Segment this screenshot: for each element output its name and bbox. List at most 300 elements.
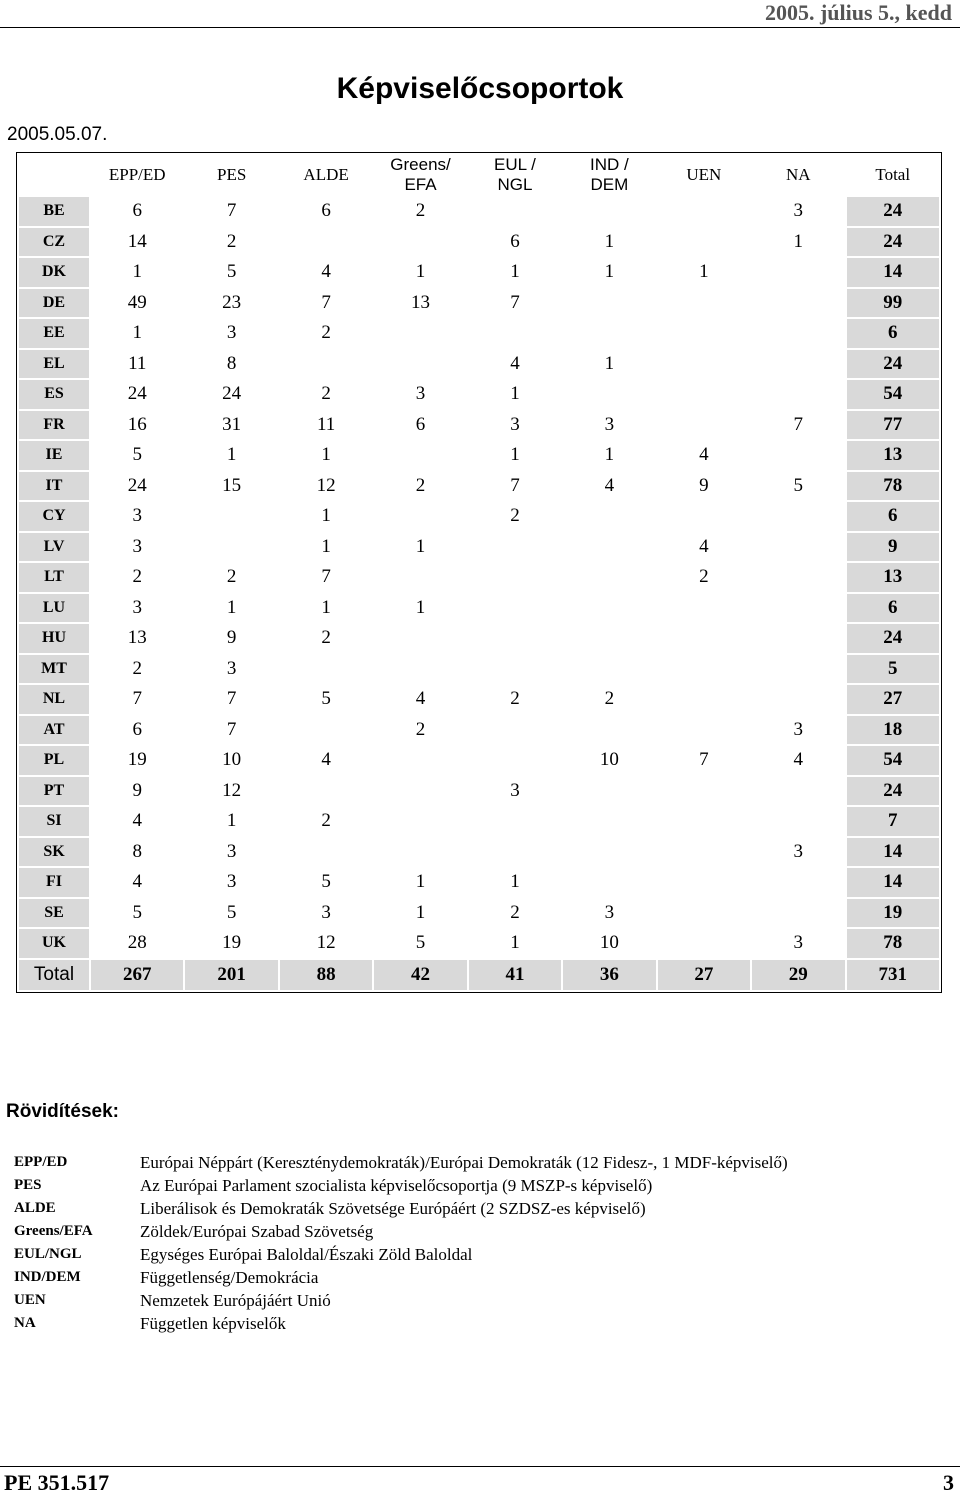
seat-cell xyxy=(280,350,372,379)
seat-cell xyxy=(469,533,561,562)
seat-cell xyxy=(280,655,372,684)
abbreviation-item xyxy=(14,1174,788,1197)
column-header: NA xyxy=(752,155,844,195)
column-header: UEN xyxy=(658,155,750,195)
abbreviation-code: EUL/NGL xyxy=(14,1246,82,1262)
seat-cell: 1 xyxy=(658,258,750,287)
row-total-cell: 18 xyxy=(847,716,940,745)
column-total-cell: 29 xyxy=(752,960,844,990)
country-code: IE xyxy=(19,441,89,470)
seat-cell: 13 xyxy=(374,289,466,318)
seat-cell xyxy=(658,777,750,806)
abbreviation-item xyxy=(14,1243,788,1266)
country-code: IT xyxy=(19,472,89,501)
column-header: ALDE xyxy=(280,155,372,195)
seat-cell xyxy=(469,624,561,653)
seat-cell: 9 xyxy=(658,472,750,501)
country-code: FR xyxy=(19,411,89,440)
seat-cell: 1 xyxy=(280,441,372,470)
seat-cell xyxy=(752,594,844,623)
seat-cell xyxy=(752,258,844,287)
seat-cell: 10 xyxy=(563,929,655,958)
country-code: BE xyxy=(19,197,89,226)
seat-cell: 3 xyxy=(469,777,561,806)
table-row xyxy=(19,899,939,928)
seat-cell xyxy=(563,838,655,867)
table-corner xyxy=(19,155,89,195)
row-total-cell: 77 xyxy=(847,411,940,440)
abbreviation-description: Az Európai Parlament szocialista képviselőcsoportja (9 MSZP-s képviselő) xyxy=(140,1176,653,1195)
seat-cell xyxy=(280,777,372,806)
seat-cell: 2 xyxy=(280,380,372,409)
seat-cell xyxy=(658,929,750,958)
table-row xyxy=(19,746,939,775)
seat-cell xyxy=(185,533,277,562)
seat-cell xyxy=(658,807,750,836)
seat-cell xyxy=(469,746,561,775)
seat-cell xyxy=(469,319,561,348)
seat-cell xyxy=(658,228,750,257)
abbreviation-item xyxy=(14,1266,788,1289)
seat-cell xyxy=(658,502,750,531)
seat-cell xyxy=(658,380,750,409)
seat-cell: 3 xyxy=(563,411,655,440)
seat-cell: 24 xyxy=(91,380,183,409)
seat-cell: 2 xyxy=(91,563,183,592)
seat-cell: 9 xyxy=(91,777,183,806)
seat-cell xyxy=(658,350,750,379)
seat-cell: 6 xyxy=(280,197,372,226)
seat-cell: 3 xyxy=(469,411,561,440)
seat-cell: 11 xyxy=(91,350,183,379)
table-row xyxy=(19,868,939,897)
country-code: FI xyxy=(19,868,89,897)
document-reference: PE 351.517 xyxy=(4,1470,110,1495)
abbreviation-code: PES xyxy=(14,1177,42,1193)
seat-cell: 4 xyxy=(658,441,750,470)
abbreviation-description: Függetlenség/Demokrácia xyxy=(140,1268,319,1287)
seat-cell: 24 xyxy=(91,472,183,501)
column-total-cell: 42 xyxy=(374,960,466,990)
seat-cell: 10 xyxy=(563,746,655,775)
page-number: 3 xyxy=(943,1470,954,1495)
seat-cell: 3 xyxy=(752,929,844,958)
seat-cell: 5 xyxy=(280,868,372,897)
abbreviation-code: NA xyxy=(14,1315,36,1331)
seat-cell: 5 xyxy=(185,258,277,287)
abbreviation-item xyxy=(14,1289,788,1312)
seat-cell: 2 xyxy=(280,807,372,836)
column-total-cell: 267 xyxy=(91,960,183,990)
country-code: LV xyxy=(19,533,89,562)
seat-cell xyxy=(563,624,655,653)
seat-cell xyxy=(374,838,466,867)
seat-cell xyxy=(563,502,655,531)
seat-cell xyxy=(374,319,466,348)
seat-cell: 1 xyxy=(280,533,372,562)
seat-cell: 5 xyxy=(280,685,372,714)
seat-cell: 24 xyxy=(185,380,277,409)
table-row xyxy=(19,441,939,470)
column-header: PES xyxy=(185,155,277,195)
seat-cell: 13 xyxy=(91,624,183,653)
table-row xyxy=(19,197,939,226)
row-total-cell: 14 xyxy=(847,868,940,897)
seat-cell xyxy=(563,716,655,745)
seat-cell: 1 xyxy=(752,228,844,257)
abbreviation-item xyxy=(14,1197,788,1220)
country-code: AT xyxy=(19,716,89,745)
column-header-line: EFA xyxy=(404,175,437,194)
seat-cell xyxy=(469,655,561,684)
seat-cell: 49 xyxy=(91,289,183,318)
abbreviation-description: Független képviselők xyxy=(140,1314,286,1333)
seat-cell: 6 xyxy=(91,197,183,226)
abbreviation-code: IND/DEM xyxy=(14,1269,81,1285)
table-row xyxy=(19,289,939,318)
seat-cell: 12 xyxy=(280,929,372,958)
seat-cell: 3 xyxy=(185,868,277,897)
column-header-line: IND / xyxy=(590,155,629,174)
seat-cell: 7 xyxy=(91,685,183,714)
seat-cell xyxy=(374,624,466,653)
column-total-cell: 36 xyxy=(563,960,655,990)
seat-cell: 2 xyxy=(469,899,561,928)
seat-cell xyxy=(563,807,655,836)
country-code: SE xyxy=(19,899,89,928)
seat-cell xyxy=(752,685,844,714)
seat-cell xyxy=(563,380,655,409)
seat-cell xyxy=(374,807,466,836)
seat-cell xyxy=(280,716,372,745)
seat-cell: 4 xyxy=(658,533,750,562)
seat-cell: 1 xyxy=(185,807,277,836)
seat-cell: 1 xyxy=(563,258,655,287)
seat-cell xyxy=(374,777,466,806)
seat-cell xyxy=(658,899,750,928)
seat-cell: 8 xyxy=(91,838,183,867)
seat-cell: 4 xyxy=(752,746,844,775)
seat-cell xyxy=(563,319,655,348)
seat-cell: 2 xyxy=(563,685,655,714)
table-header-row xyxy=(19,155,939,195)
country-code: CZ xyxy=(19,228,89,257)
seat-cell: 3 xyxy=(91,533,183,562)
table-row xyxy=(19,411,939,440)
seat-cell: 7 xyxy=(280,289,372,318)
seat-cell: 1 xyxy=(563,350,655,379)
row-total-cell: 27 xyxy=(847,685,940,714)
seat-cell: 31 xyxy=(185,411,277,440)
country-code: UK xyxy=(19,929,89,958)
seat-cell: 1 xyxy=(563,228,655,257)
seat-cell xyxy=(752,533,844,562)
seat-cell xyxy=(469,563,561,592)
seat-cell xyxy=(658,685,750,714)
seat-cell xyxy=(374,228,466,257)
total-row xyxy=(19,960,939,990)
seat-cell: 1 xyxy=(280,502,372,531)
row-total-cell: 24 xyxy=(847,777,940,806)
column-total-cell: 41 xyxy=(469,960,561,990)
seat-cell: 7 xyxy=(469,472,561,501)
page-title xyxy=(0,72,960,106)
seat-cell: 1 xyxy=(469,929,561,958)
column-header-line: EUL / xyxy=(494,155,536,174)
seat-cell xyxy=(752,289,844,318)
seat-cell: 4 xyxy=(91,807,183,836)
seat-cell xyxy=(563,777,655,806)
seat-cell xyxy=(752,777,844,806)
seat-cell: 1 xyxy=(563,441,655,470)
seat-cell xyxy=(752,868,844,897)
seat-cell xyxy=(563,594,655,623)
country-code: CY xyxy=(19,502,89,531)
abbreviation-code: UEN xyxy=(14,1292,46,1308)
abbreviation-item xyxy=(14,1151,788,1174)
abbreviation-description: Európai Néppárt (Kereszténydemokraták)/Európai Demokraták (12 Fidesz-, 1 MDF-képviselő) xyxy=(140,1153,788,1172)
seat-cell: 5 xyxy=(752,472,844,501)
seat-cell: 1 xyxy=(469,868,561,897)
seat-cell: 2 xyxy=(185,228,277,257)
seat-cell xyxy=(185,502,277,531)
abbreviation-description: Liberálisok és Demokraták Szövetsége Európáért (2 SZDSZ-es képviselő) xyxy=(140,1199,646,1218)
header-divider xyxy=(0,27,960,28)
row-total-cell: 99 xyxy=(847,289,940,318)
seat-cell xyxy=(658,289,750,318)
seat-cell xyxy=(658,716,750,745)
seat-cell: 3 xyxy=(563,899,655,928)
abbreviation-description: Nemzetek Európájáért Unió xyxy=(140,1291,331,1310)
row-total-cell: 54 xyxy=(847,746,940,775)
seat-cell xyxy=(658,838,750,867)
seat-cell xyxy=(658,624,750,653)
seat-cell: 6 xyxy=(469,228,561,257)
seat-cell xyxy=(563,289,655,318)
column-total-cell: 201 xyxy=(185,960,277,990)
seat-cell: 4 xyxy=(563,472,655,501)
row-total-cell: 13 xyxy=(847,563,940,592)
seat-cell xyxy=(658,411,750,440)
row-total-cell: 5 xyxy=(847,655,940,684)
row-total-cell: 54 xyxy=(847,380,940,409)
seat-cell: 1 xyxy=(469,380,561,409)
table-row xyxy=(19,563,939,592)
row-total-cell: 24 xyxy=(847,624,940,653)
seat-cell: 1 xyxy=(374,533,466,562)
country-code: LT xyxy=(19,563,89,592)
seat-cell: 1 xyxy=(374,258,466,287)
row-total-cell: 6 xyxy=(847,502,940,531)
country-code: NL xyxy=(19,685,89,714)
seat-cell: 3 xyxy=(185,838,277,867)
seat-cell: 5 xyxy=(91,899,183,928)
seat-cell: 3 xyxy=(185,655,277,684)
seat-cell xyxy=(374,441,466,470)
seat-cell xyxy=(752,899,844,928)
seat-cell: 2 xyxy=(374,197,466,226)
seat-cell: 5 xyxy=(374,929,466,958)
seat-cell: 2 xyxy=(374,472,466,501)
seat-cell: 1 xyxy=(185,441,277,470)
abbreviation-description: Zöldek/Európai Szabad Szövetség xyxy=(140,1222,374,1241)
seat-cell: 1 xyxy=(91,258,183,287)
seat-cell: 6 xyxy=(91,716,183,745)
seat-cell xyxy=(280,838,372,867)
seat-cell xyxy=(469,594,561,623)
seat-cell: 4 xyxy=(469,350,561,379)
seat-cell xyxy=(752,624,844,653)
seat-cell xyxy=(658,319,750,348)
country-code: DK xyxy=(19,258,89,287)
seat-cell: 2 xyxy=(280,319,372,348)
table-row xyxy=(19,685,939,714)
seat-cell xyxy=(658,655,750,684)
table-row xyxy=(19,594,939,623)
table-row xyxy=(19,502,939,531)
table-row xyxy=(19,624,939,653)
seat-cell: 7 xyxy=(469,289,561,318)
seat-cell: 14 xyxy=(91,228,183,257)
table-row xyxy=(19,655,939,684)
seat-cell: 3 xyxy=(374,380,466,409)
seat-cell xyxy=(752,441,844,470)
table-row xyxy=(19,350,939,379)
row-total-cell: 7 xyxy=(847,807,940,836)
document-date: 2005.05.07. xyxy=(7,124,108,145)
seat-cell: 4 xyxy=(91,868,183,897)
seat-cell: 7 xyxy=(185,716,277,745)
seat-cell xyxy=(280,228,372,257)
abbreviation-code: EPP/ED xyxy=(14,1154,68,1170)
seat-cell: 2 xyxy=(91,655,183,684)
seat-cell xyxy=(752,350,844,379)
seat-cell xyxy=(658,868,750,897)
table-row xyxy=(19,777,939,806)
seat-cell: 8 xyxy=(185,350,277,379)
seat-cell: 2 xyxy=(469,502,561,531)
column-header-line: NGL xyxy=(497,175,533,194)
abbreviation-description: Egységes Európai Baloldal/Északi Zöld Baloldal xyxy=(140,1245,473,1264)
table-row xyxy=(19,929,939,958)
country-code: SI xyxy=(19,807,89,836)
seat-cell: 2 xyxy=(280,624,372,653)
seat-cell: 4 xyxy=(280,746,372,775)
seat-cell xyxy=(752,502,844,531)
table-row xyxy=(19,258,939,287)
seat-cell: 12 xyxy=(280,472,372,501)
country-code: EE xyxy=(19,319,89,348)
seat-cell xyxy=(563,563,655,592)
seat-cell: 3 xyxy=(91,594,183,623)
seat-cell: 7 xyxy=(658,746,750,775)
seat-cell: 16 xyxy=(91,411,183,440)
column-total-cell: 88 xyxy=(280,960,372,990)
seat-cell xyxy=(752,380,844,409)
seat-cell: 23 xyxy=(185,289,277,318)
seat-cell: 3 xyxy=(280,899,372,928)
table-row xyxy=(19,838,939,867)
seat-cell xyxy=(752,807,844,836)
seat-cell xyxy=(469,197,561,226)
abbreviation-item xyxy=(14,1312,788,1335)
seat-cell: 28 xyxy=(91,929,183,958)
row-total-cell: 24 xyxy=(847,197,940,226)
seat-cell: 3 xyxy=(185,319,277,348)
seat-cell: 5 xyxy=(91,441,183,470)
table-row xyxy=(19,533,939,562)
seat-cell: 1 xyxy=(374,868,466,897)
seat-cell: 2 xyxy=(469,685,561,714)
column-header: Total xyxy=(847,155,940,195)
row-total-cell: 6 xyxy=(847,319,940,348)
seat-cell: 11 xyxy=(280,411,372,440)
abbreviation-code: Greens/EFA xyxy=(14,1223,93,1239)
footer-divider xyxy=(0,1466,960,1467)
column-header xyxy=(563,155,655,195)
country-code: MT xyxy=(19,655,89,684)
seat-cell: 9 xyxy=(185,624,277,653)
row-total-cell: 14 xyxy=(847,838,940,867)
seat-cell: 3 xyxy=(752,838,844,867)
row-total-cell: 24 xyxy=(847,228,940,257)
seat-cell xyxy=(374,563,466,592)
seat-cell: 2 xyxy=(658,563,750,592)
column-header xyxy=(374,155,466,195)
abbreviations-title: Rövidítések: xyxy=(6,1101,119,1122)
country-code: PL xyxy=(19,746,89,775)
seat-cell: 19 xyxy=(91,746,183,775)
table-row xyxy=(19,472,939,501)
seat-cell: 7 xyxy=(185,685,277,714)
groups-table xyxy=(16,152,942,993)
total-label: Total xyxy=(19,960,89,990)
seat-cell: 3 xyxy=(91,502,183,531)
seat-cell xyxy=(752,655,844,684)
column-header xyxy=(469,155,561,195)
column-total-cell: 731 xyxy=(847,960,940,990)
seat-cell: 3 xyxy=(752,197,844,226)
seat-cell: 4 xyxy=(280,258,372,287)
seat-cell: 3 xyxy=(752,716,844,745)
seat-cell xyxy=(469,807,561,836)
column-header: EPP/ED xyxy=(91,155,183,195)
seat-cell xyxy=(563,197,655,226)
country-code: PT xyxy=(19,777,89,806)
seat-cell: 15 xyxy=(185,472,277,501)
country-code: HU xyxy=(19,624,89,653)
abbreviation-item xyxy=(14,1220,788,1243)
column-header-line: Greens/ xyxy=(390,155,451,174)
country-code: EL xyxy=(19,350,89,379)
table-row xyxy=(19,716,939,745)
seat-cell: 1 xyxy=(469,441,561,470)
seat-cell xyxy=(752,319,844,348)
seat-cell: 7 xyxy=(185,197,277,226)
seat-cell: 4 xyxy=(374,685,466,714)
seat-cell xyxy=(469,838,561,867)
seat-cell: 6 xyxy=(374,411,466,440)
seat-cell: 10 xyxy=(185,746,277,775)
table-row xyxy=(19,228,939,257)
column-header-line: DEM xyxy=(590,175,629,194)
seat-cell: 2 xyxy=(374,716,466,745)
country-code: ES xyxy=(19,380,89,409)
country-code: DE xyxy=(19,289,89,318)
seat-cell xyxy=(563,868,655,897)
row-total-cell: 78 xyxy=(847,929,940,958)
seat-cell xyxy=(469,716,561,745)
